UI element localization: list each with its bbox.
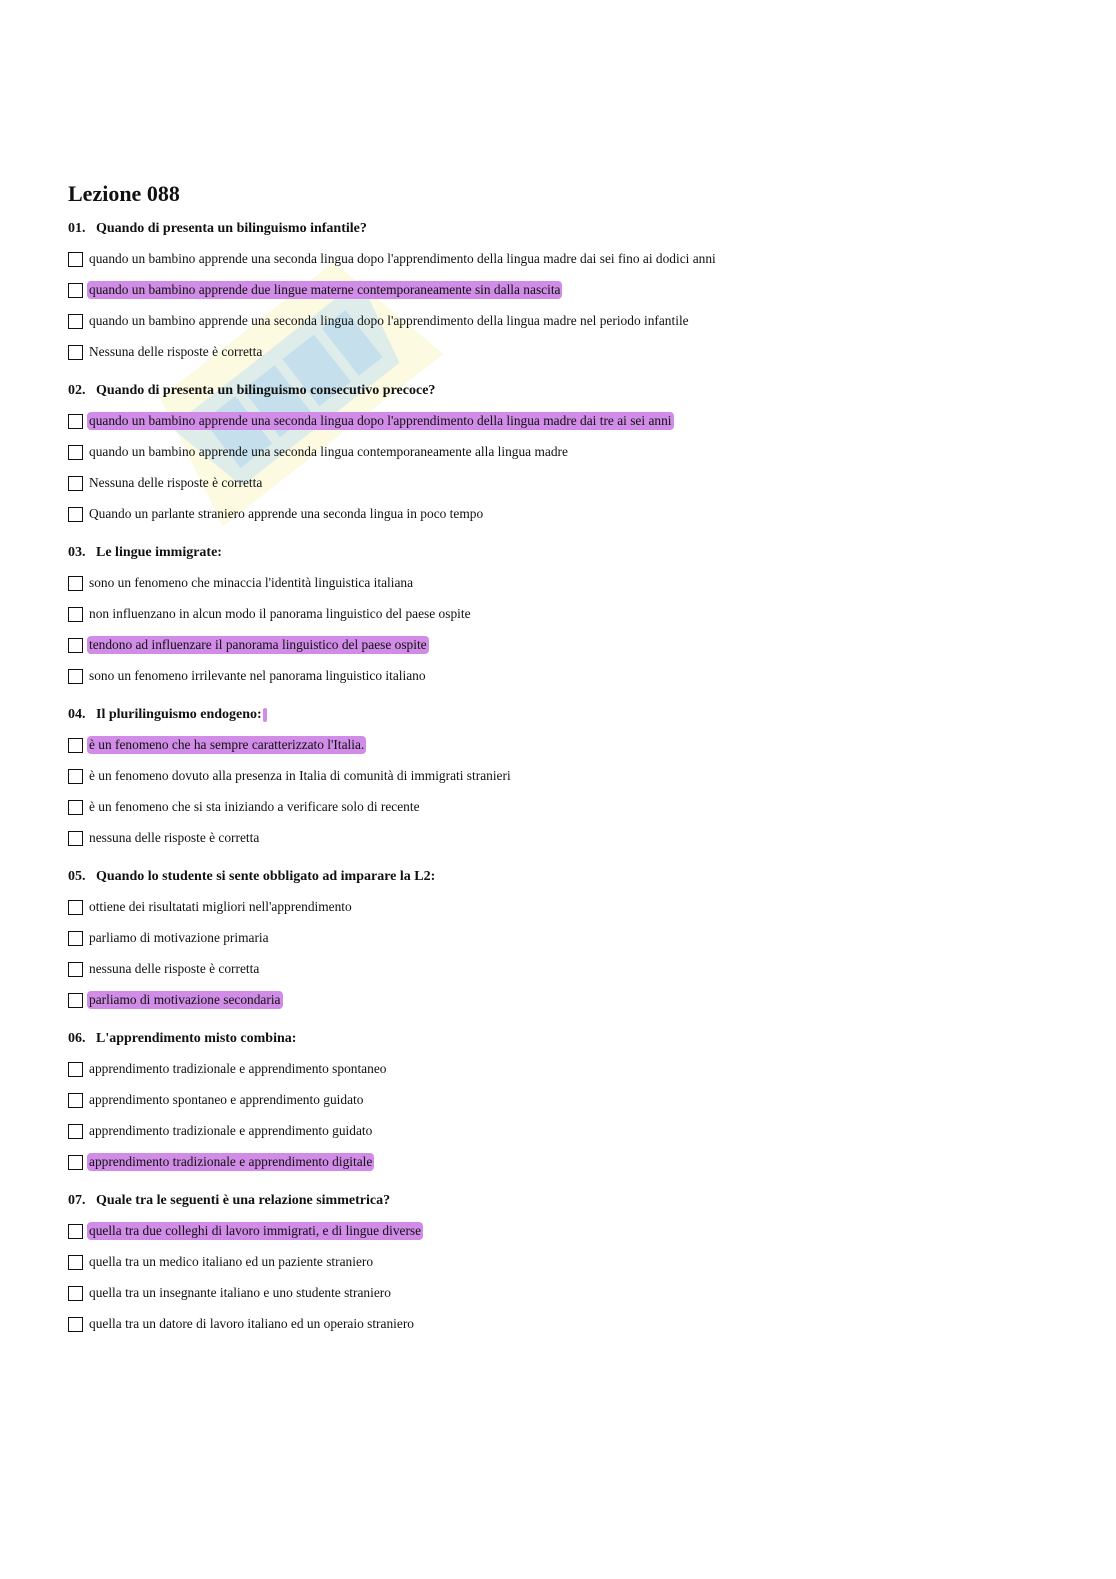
answer-text-highlighted: apprendimento tradizionale e apprendimento digitale [89, 1154, 373, 1169]
answer-text: nessuna delle risposte è corretta [89, 961, 260, 976]
answer-option[interactable] [68, 1313, 1048, 1335]
checkbox-icon[interactable] [68, 769, 83, 784]
checkbox-icon[interactable] [68, 993, 83, 1008]
question-text: L'apprendimento misto combina: [96, 1031, 297, 1046]
answer-option[interactable] [68, 896, 1048, 918]
answer-text: Quando un parlante straniero apprende una seconda lingua in poco tempo [89, 506, 484, 521]
question-block [68, 219, 1048, 363]
answer-option[interactable] [68, 665, 1048, 687]
checkbox-icon[interactable] [68, 638, 83, 653]
answer-option[interactable] [68, 572, 1048, 594]
question-text: Quale tra le seguenti è una relazione simmetrica? [96, 1193, 391, 1208]
quiz-content [68, 178, 1048, 1353]
page-title: Lezione 088 [68, 181, 180, 206]
answer-text-highlighted: quando un bambino apprende due lingue materne contemporaneamente sin dalla nascita [89, 282, 561, 297]
answer-text: Nessuna delle risposte è corretta [89, 344, 263, 359]
answer-text: parliamo di motivazione primaria [89, 930, 269, 945]
checkbox-icon[interactable] [68, 931, 83, 946]
answer-option[interactable] [68, 989, 1048, 1011]
answer-option[interactable] [68, 927, 1048, 949]
question-number: 06. [68, 1031, 86, 1046]
question-block [68, 705, 1048, 849]
answer-option[interactable] [68, 1251, 1048, 1273]
answer-option[interactable] [68, 796, 1048, 818]
checkbox-icon[interactable] [68, 1255, 83, 1270]
question-number: 04. [68, 707, 86, 722]
question-list [68, 219, 1048, 1335]
checkbox-icon[interactable] [68, 252, 83, 267]
question-number: 07. [68, 1193, 86, 1208]
answer-option[interactable] [68, 827, 1048, 849]
checkbox-icon[interactable] [68, 1062, 83, 1077]
answer-option[interactable] [68, 1058, 1048, 1080]
question-block [68, 1029, 1048, 1173]
checkbox-icon[interactable] [68, 507, 83, 522]
answer-text: quella tra un medico italiano ed un paziente straniero [89, 1254, 374, 1269]
answer-option[interactable] [68, 734, 1048, 756]
question-text: Il plurilinguismo endogeno: [96, 707, 262, 722]
answer-text-highlighted: tendono ad influenzare il panorama linguistico del paese ospite [89, 637, 427, 652]
answer-text: Nessuna delle risposte è corretta [89, 475, 263, 490]
checkbox-icon[interactable] [68, 607, 83, 622]
checkbox-icon[interactable] [68, 900, 83, 915]
checkbox-icon[interactable] [68, 738, 83, 753]
answer-text: non influenzano in alcun modo il panorama linguistico del paese ospite [89, 606, 471, 621]
answer-option[interactable] [68, 441, 1048, 463]
question-title [68, 867, 1048, 887]
question-number: 05. [68, 869, 86, 884]
question-text: Quando di presenta un bilinguismo infantile? [96, 221, 367, 236]
checkbox-icon[interactable] [68, 445, 83, 460]
answer-text: quando un bambino apprende una seconda lingua dopo l'apprendimento della lingua madre nel periodo infantile [89, 313, 689, 328]
answer-option[interactable] [68, 1151, 1048, 1173]
answer-option[interactable] [68, 248, 1048, 270]
question-text: Le lingue immigrate: [96, 545, 222, 560]
question-title [68, 1029, 1048, 1049]
answer-text: apprendimento spontaneo e apprendimento guidato [89, 1092, 364, 1107]
question-block [68, 543, 1048, 687]
question-block [68, 381, 1048, 525]
checkbox-icon[interactable] [68, 1286, 83, 1301]
answer-option[interactable] [68, 958, 1048, 980]
answer-option[interactable] [68, 472, 1048, 494]
answer-text-highlighted: quando un bambino apprende una seconda lingua dopo l'apprendimento della lingua madre dai tre ai sei anni [89, 413, 672, 428]
checkbox-icon[interactable] [68, 800, 83, 815]
question-text: Quando di presenta un bilinguismo consecutivo precoce? [96, 383, 436, 398]
checkbox-icon[interactable] [68, 1155, 83, 1170]
answer-text: quella tra un datore di lavoro italiano ed un operaio straniero [89, 1316, 414, 1331]
answer-text: sono un fenomeno che minaccia l'identità linguistica italiana [89, 575, 414, 590]
answer-text: sono un fenomeno irrilevante nel panorama linguistico italiano [89, 668, 426, 683]
answer-text: apprendimento tradizionale e apprendimento guidato [89, 1123, 373, 1138]
answer-option[interactable] [68, 765, 1048, 787]
answer-text: quando un bambino apprende una seconda lingua dopo l'apprendimento della lingua madre dai sei fino ai dodici anni [89, 251, 716, 266]
checkbox-icon[interactable] [68, 314, 83, 329]
question-title [68, 1191, 1048, 1211]
checkbox-icon[interactable] [68, 669, 83, 684]
question-block [68, 867, 1048, 1011]
answer-text: apprendimento tradizionale e apprendimento spontaneo [89, 1061, 387, 1076]
answer-text-highlighted: quella tra due colleghi di lavoro immigrati, e di lingue diverse [89, 1223, 422, 1238]
checkbox-icon[interactable] [68, 576, 83, 591]
highlight-mark [263, 708, 267, 722]
answer-text: nessuna delle risposte è corretta [89, 830, 260, 845]
answer-text: è un fenomeno dovuto alla presenza in Italia di comunità di immigrati stranieri [89, 768, 511, 783]
answer-option[interactable] [68, 1089, 1048, 1111]
answer-option[interactable] [68, 310, 1048, 332]
checkbox-icon[interactable] [68, 1317, 83, 1332]
question-number: 03. [68, 545, 86, 560]
answer-option[interactable] [68, 1220, 1048, 1242]
checkbox-icon[interactable] [68, 345, 83, 360]
question-title [68, 543, 1048, 563]
checkbox-icon[interactable] [68, 962, 83, 977]
question-title [68, 219, 1048, 239]
question-title [68, 381, 1048, 401]
answer-option[interactable] [68, 279, 1048, 301]
checkbox-icon[interactable] [68, 1224, 83, 1239]
question-block [68, 1191, 1048, 1335]
checkbox-icon[interactable] [68, 1124, 83, 1139]
answer-option[interactable] [68, 410, 1048, 432]
answer-text: quella tra un insegnante italiano e uno studente straniero [89, 1285, 391, 1300]
checkbox-icon[interactable] [68, 283, 83, 298]
question-number: 01. [68, 221, 86, 236]
answer-option[interactable] [68, 1282, 1048, 1304]
answer-option[interactable] [68, 503, 1048, 525]
answer-option[interactable] [68, 634, 1048, 656]
question-title [68, 705, 1048, 725]
question-text: Quando lo studente si sente obbligato ad imparare la L2: [96, 869, 436, 884]
answer-option[interactable] [68, 1120, 1048, 1142]
answer-text-highlighted: è un fenomeno che ha sempre caratterizzato l'Italia. [89, 737, 365, 752]
question-number: 02. [68, 383, 86, 398]
answer-option[interactable] [68, 603, 1048, 625]
checkbox-icon[interactable] [68, 476, 83, 491]
answer-text: è un fenomeno che si sta iniziando a verificare solo di recente [89, 799, 420, 814]
checkbox-icon[interactable] [68, 1093, 83, 1108]
answer-text-highlighted: parliamo di motivazione secondaria [89, 992, 281, 1007]
checkbox-icon[interactable] [68, 831, 83, 846]
checkbox-icon[interactable] [68, 414, 83, 429]
answer-option[interactable] [68, 341, 1048, 363]
answer-text: ottiene dei risultatati migliori nell'apprendimento [89, 899, 352, 914]
answer-text: quando un bambino apprende una seconda lingua contemporaneamente alla lingua madre [89, 444, 568, 459]
